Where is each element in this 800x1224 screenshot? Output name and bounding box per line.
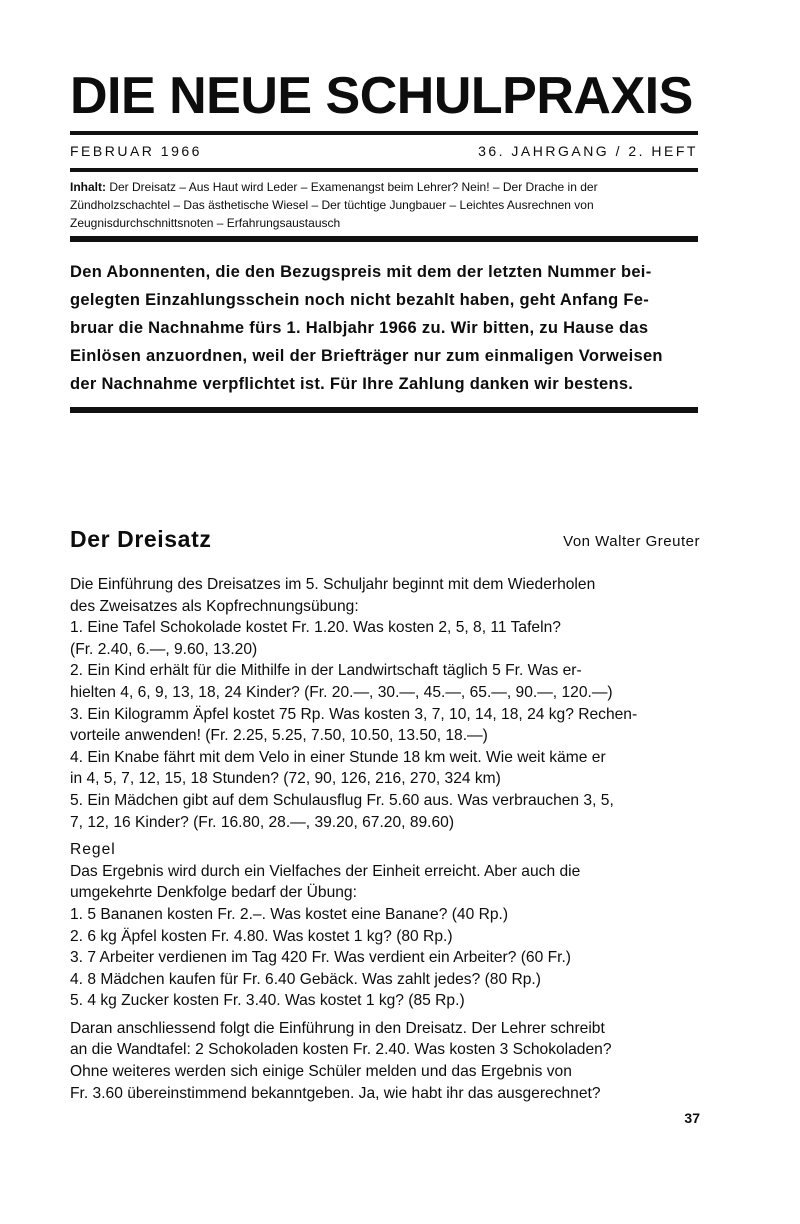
exercise-line: 3. 7 Arbeiter verdienen im Tag 420 Fr. Was verdient ein Arbeiter? (60 Fr.) [70, 949, 571, 967]
paragraph-line: Daran anschliessend folgt die Einführung in den Dreisatz. Der Lehrer schreibt [70, 1019, 605, 1037]
exercise-line: 7, 12, 16 Kinder? (Fr. 16.80, 28.—, 39.20, 67.20, 89.60) [70, 813, 455, 831]
exercise-line: vorteile anwenden! (Fr. 2.25, 5.25, 7.50, 10.50, 13.50, 18.—) [70, 727, 488, 745]
divider-rule [70, 236, 698, 242]
issue-date: FEBRUAR 1966 [70, 143, 202, 159]
rule-heading: Regel [70, 841, 116, 859]
exercise-line: 5. 4 kg Zucker kosten Fr. 3.40. Was kostet 1 kg? (85 Rp.) [70, 992, 465, 1010]
article-byline: Von Walter Greuter [563, 533, 700, 550]
paragraph-line: an die Wandtafel: 2 Schokoladen kosten Fr. 2.40. Was kosten 3 Schokoladen? [70, 1041, 612, 1059]
paragraph-line: Ohne weiteres werden sich einige Schüler melden und das Ergebnis von [70, 1063, 572, 1081]
notice-line: Einlösen anzuordnen, weil der Briefträger nur zum einmaligen Vorweisen [70, 347, 663, 365]
paragraph-line: umgekehrte Denkfolge bedarf der Übung: [70, 884, 357, 902]
exercise-line: hielten 4, 6, 9, 13, 18, 24 Kinder? (Fr. 20.—, 30.—, 45.—, 65.—, 90.—, 120.—) [70, 683, 613, 701]
subscriber-notice [70, 258, 700, 398]
paragraph-line: Fr. 3.60 übereinstimmend bekanntgeben. Ja, wie habt ihr das ausgerechnet? [70, 1084, 601, 1102]
exercise-line: 1. 5 Bananen kosten Fr. 2.–. Was kostet eine Banane? (40 Rp.) [70, 905, 509, 923]
table-of-contents [70, 178, 700, 232]
divider-rule [70, 131, 698, 135]
notice-line: Den Abonnenten, die den Bezugspreis mit dem der letzten Nummer bei- [70, 263, 652, 281]
issue-volume: 36. JAHRGANG / 2. HEFT [478, 143, 698, 159]
divider-rule [70, 168, 698, 172]
contents-label: Inhalt: [70, 180, 106, 194]
exercise-line: 3. Ein Kilogramm Äpfel kostet 75 Rp. Was kosten 3, 7, 10, 14, 18, 24 kg? Rechen- [70, 705, 638, 723]
paragraph-line: des Zweisatzes als Kopfrechnungsübung: [70, 597, 359, 615]
magazine-title: DIE NEUE SCHULPRAXIS [70, 67, 693, 125]
article-title: Der Dreisatz [70, 526, 212, 552]
exercise-line: 1. Eine Tafel Schokolade kostet Fr. 1.20. Was kosten 2, 5, 8, 11 Tafeln? [70, 619, 561, 637]
divider-rule [70, 407, 698, 413]
exercise-line: 2. Ein Kind erhält für die Mithilfe in der Landwirtschaft täglich 5 Fr. Was er- [70, 662, 582, 680]
exercise-line: 4. 8 Mädchen kaufen für Fr. 6.40 Gebäck. Was zahlt jedes? (80 Rp.) [70, 970, 541, 988]
paragraph-line: Das Ergebnis wird durch ein Vielfaches der Einheit erreicht. Aber auch die [70, 862, 581, 880]
notice-line: der Nachnahme verpflichtet ist. Für Ihre Zahlung danken wir bestens. [70, 375, 634, 393]
exercise-line: (Fr. 2.40, 6.—, 9.60, 13.20) [70, 640, 258, 658]
exercise-line: 5. Ein Mädchen gibt auf dem Schulausflug Fr. 5.60 aus. Was verbrauchen 3, 5, [70, 791, 614, 809]
exercise-line: in 4, 5, 7, 12, 15, 18 Stunden? (72, 90, 126, 216, 270, 324 km) [70, 770, 501, 788]
page-number: 37 [684, 1110, 700, 1126]
notice-line: bruar die Nachnahme fürs 1. Halbjahr 1966 zu. Wir bitten, zu Hause das [70, 319, 649, 337]
notice-line: gelegten Einzahlungsschein noch nicht bezahlt haben, geht Anfang Fe- [70, 291, 649, 309]
exercise-line: 2. 6 kg Äpfel kosten Fr. 4.80. Was kostet 1 kg? (80 Rp.) [70, 927, 453, 945]
article-body [70, 574, 700, 1104]
exercise-line: 4. Ein Knabe fährt mit dem Velo in einer Stunde 18 km weit. Wie weit käme er [70, 748, 606, 766]
contents-text: Der Dreisatz – Aus Haut wird Leder – Examenangst beim Lehrer? Nein! – Der Drache in der Zündholzschachtel – Das ästhetische Wiesel – Der tüchtige Jungbauer – Leichtes Ausrechnen von Zeugnisdurchschnittsnoten – Erfahrungsaustausch [70, 180, 598, 230]
paragraph-line: Die Einführung des Dreisatzes im 5. Schuljahr beginnt mit dem Wiederholen [70, 576, 596, 593]
issue-info [70, 142, 698, 160]
